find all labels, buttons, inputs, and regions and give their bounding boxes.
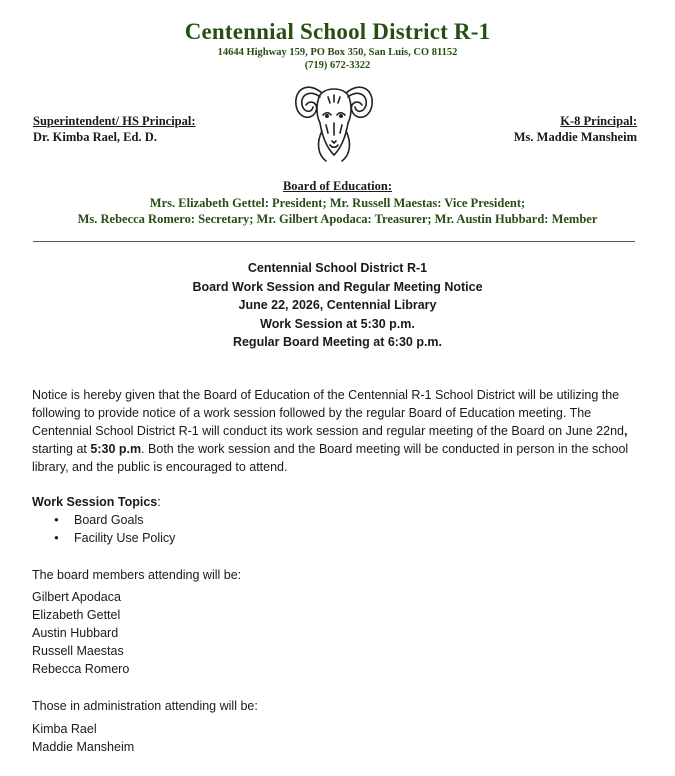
list-item: Gilbert Apodaca: [32, 590, 121, 604]
topics-heading-colon: :: [157, 495, 161, 509]
notice-paragraph-text-2: starting at: [32, 442, 91, 456]
notice-paragraph-time: 5:30 p.m: [90, 442, 142, 456]
board-members-line-1: Mrs. Elizabeth Gettel: President; Mr. Russell Maestas: Vice President;: [149, 196, 526, 210]
list-item: ● Facility Use Policy: [74, 529, 642, 547]
district-phone: (719) 672-3322: [304, 60, 371, 71]
notice-line-1: Centennial School District R-1: [247, 261, 428, 275]
notice-line-5: Regular Board Meeting at 6:30 p.m.: [232, 335, 443, 349]
notice-paragraph-text-3: . Both the work session and the Board meeting will be conducted in person in the school library, and the public is encouraged to attend.: [32, 442, 629, 474]
notice-line-4: Work Session at 5:30 p.m.: [260, 316, 415, 331]
superintendent-title: Superintendent/ HS Principal:: [33, 114, 196, 128]
district-title: Centennial School District R-1: [184, 19, 491, 44]
k8-principal-title: K-8 Principal:: [560, 114, 637, 128]
list-item: Kimba Rael: [32, 722, 97, 736]
members-heading: The board members attending will be:: [32, 568, 242, 582]
topics-heading: Work Session Topics: [32, 495, 158, 509]
members-list: [32, 588, 642, 678]
superintendent-name: Dr. Kimba Rael, Ed. D.: [33, 130, 157, 144]
notice-paragraph: [32, 386, 642, 476]
notice-line-2: Board Work Session and Regular Meeting Notice: [192, 279, 483, 294]
list-item: Rebecca Romero: [32, 662, 130, 676]
board-heading: Board of Education:: [282, 179, 393, 193]
list-item: Maddie Mansheim: [32, 740, 135, 754]
admin-heading: Those in administration attending will be:: [32, 699, 258, 713]
k8-principal-name: Ms. Maddie Mansheim: [513, 130, 637, 144]
work-session-topics: [32, 493, 642, 547]
board-members-line-2: Ms. Rebecca Romero: Secretary; Mr. Gilbert Apodaca: Treasurer; Mr. Austin Hubbard: Member: [77, 212, 598, 226]
notice-paragraph-text-1: Notice is hereby given that the Board of Education of the Centennial R-1 School District will be utilizing the following to provide notice of a work session followed by the regular Board of Education meeting. The Centennial School District R-1 will conduct its work session and regular meeting of the Board on June 22nd: [32, 388, 624, 438]
notice-line-3: June 22, 2026, Centennial Library: [238, 298, 437, 312]
list-item: Russell Maestas: [32, 644, 124, 658]
superintendent-block: [33, 113, 196, 145]
notice-paragraph-comma: ,: [623, 424, 628, 438]
divider: [33, 241, 635, 242]
topics-list: [32, 511, 642, 547]
ram-head-icon: [292, 75, 376, 163]
list-item: Elizabeth Gettel: [32, 608, 121, 622]
admin-list: [32, 720, 642, 756]
district-address: 14644 Highway 159, PO Box 350, San Luis, CO 81152: [217, 47, 458, 58]
list-item: Austin Hubbard: [32, 626, 119, 640]
meeting-notice-header: [0, 259, 675, 352]
k8-principal-block: [514, 113, 637, 145]
list-item: ● Board Goals: [74, 511, 642, 529]
